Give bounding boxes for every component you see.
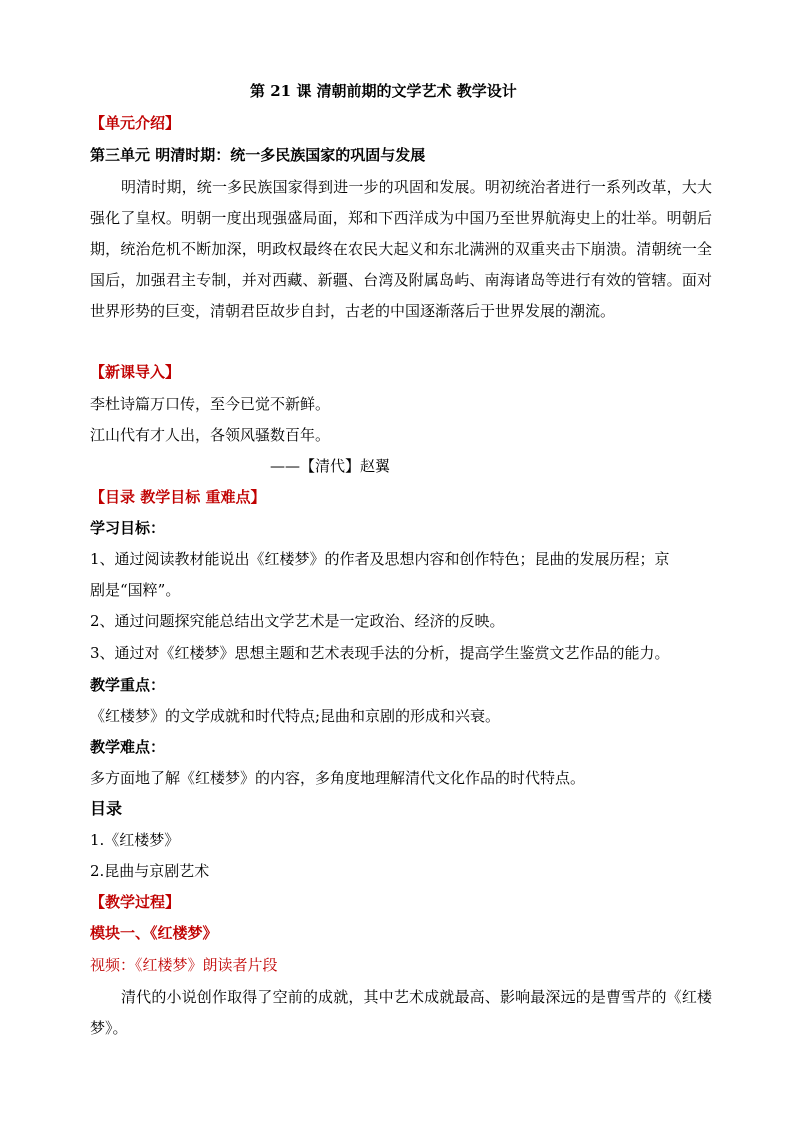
- objective-1-line-1: 1、通过阅读教材能说出《红楼梦》的作者及思想内容和创作特色；昆曲的发展历程；京: [90, 550, 670, 568]
- toc-item-1: 1.《红楼梦》: [90, 831, 180, 849]
- video-label: 视频：《红楼梦》朗读者片段: [90, 956, 278, 974]
- unit-title: 第三单元 明清时期：统一多民族国家的巩固与发展: [90, 146, 426, 164]
- poem-attribution: ——【清代】赵翼: [270, 457, 391, 475]
- teaching-difficult-label: 教学难点：: [90, 738, 166, 756]
- teaching-key-label: 教学重点：: [90, 676, 166, 694]
- toc-label: 目录: [90, 799, 123, 818]
- objective-2: 2、通过问题探究能总结出文学艺术是一定政治、经济的反映。: [90, 612, 505, 630]
- learning-objectives-label: 学习目标：: [90, 519, 166, 537]
- objective-3: 3、通过对《红楼梦》思想主题和艺术表现手法的分析，提高学生鉴赏文艺作品的能力。: [90, 644, 670, 662]
- teaching-key-text: 《红楼梦》的文学成就和时代特点;昆曲和京剧的形成和兴衰。: [90, 707, 501, 725]
- unit-intro-heading: 【单元介绍】: [90, 114, 181, 132]
- poem-line-1: 李杜诗篇万口传，至今已觉不新鲜。: [90, 395, 331, 413]
- objectives-heading: 【目录 教学目标 重难点】: [90, 488, 266, 506]
- poem-line-2: 江山代有才人出，各领风骚数百年。: [90, 426, 331, 444]
- toc-item-2: 2.昆曲与京剧艺术: [90, 862, 210, 880]
- process-paragraph: 清代的小说创作取得了空前的成就，其中艺术成就最高、影响最深远的是曹雪芹的《红楼梦》。: [90, 988, 712, 1037]
- unit-intro-paragraph: 明清时期，统一多民族国家得到进一步的巩固和发展。明初统治者进行一系列改革，大大强化了皇权。明朝一度出现强盛局面，郑和下西洋成为中国乃至世界航海史上的壮举。明朝后期，统治危机不断加深，明政权最终在农民大起义和东北满洲的双重夹击下崩溃。清朝统一全国后，加强君主专制，并对西藏、新疆、台湾及附属岛屿、南海诸岛等进行有效的管辖。面对世界形势的巨变，清朝君臣故步自封，古老的中国逐渐落后于世界发展的潮流。: [90, 178, 712, 320]
- objective-1-line-2: 剧是“国粹”。: [90, 581, 181, 599]
- lesson-title: 第 21 课 清朝前期的文学艺术 教学设计: [250, 82, 517, 100]
- teaching-difficult-text: 多方面地了解《红楼梦》的内容，多角度地理解清代文化作品的时代特点。: [90, 769, 586, 787]
- module-1-heading: 模块一、《红楼梦》: [90, 924, 218, 942]
- new-lesson-heading: 【新课导入】: [90, 363, 181, 381]
- process-heading: 【教学过程】: [90, 893, 181, 911]
